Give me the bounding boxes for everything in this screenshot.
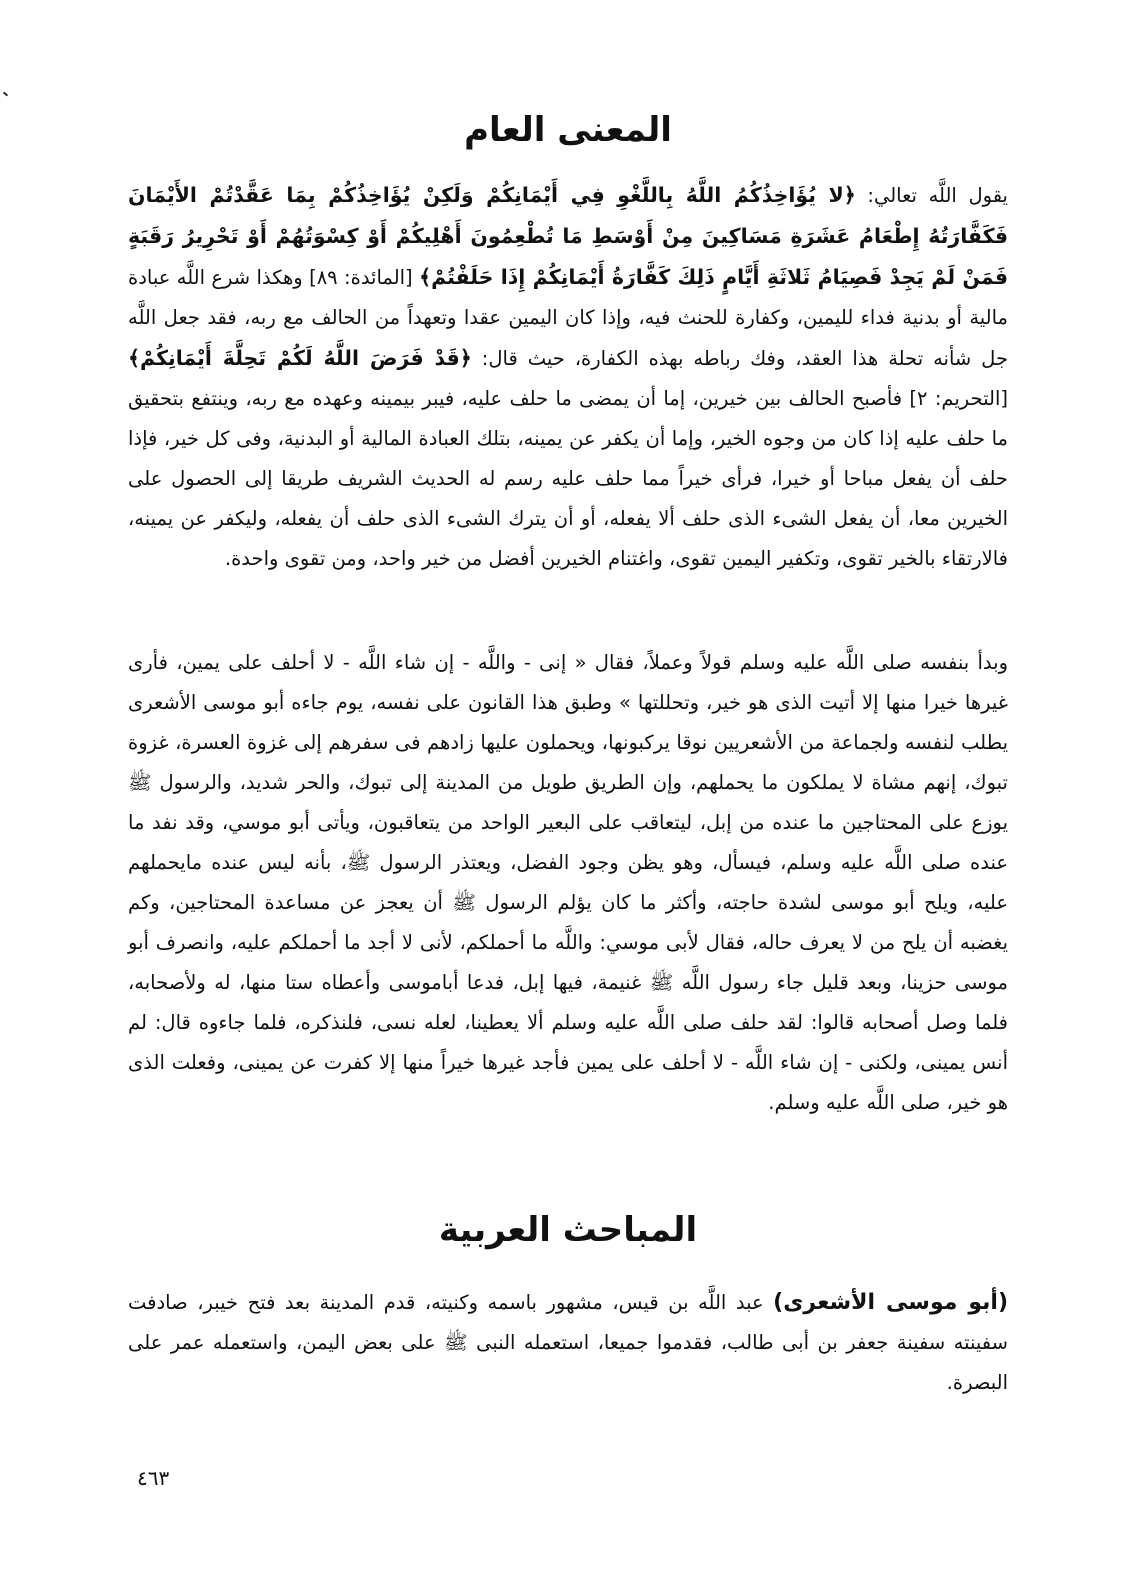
page-number: ٤٦٣ <box>137 1466 170 1490</box>
verse-reference-tahrim: [التحريم: ٢] <box>902 387 1009 410</box>
paragraph-text: وبدأ بنفسه صلى اللَّه عليه وسلم قولاً وعملاً، فقال « إنى - واللَّه - إن شاء اللَّه - لا أحلف على يمين، فأرى غيرها خيرا منها إلا أتيت الذى هو خير، وتحللتها » وطبق هذا القانون على نفسه، يوم جاءه أبو موسى الأشعرى يطلب لنفسه ولجماعة من الأشعريين نوقا يركبونها، ويحملون عليها زادهم فى سفرهم إلى غزوة العسرة، غزوة تبوك، إنهم مشاة لا يملكون ما يحملهم، وإن الطريق طويل من المدينة إلى تبوك، والحر شديد، والرسول ﷺ يوزع على المحتاجين ما عنده من إبل، ليتعاقب على البعير الواحد من يتعاقبون، ويأتى أبو موسي، وقد نفد ما عنده صلى اللَّه عليه وسلم، فيسأل، وهو يظن وجود الفضل، ويعتذر الرسول ﷺ، بأنه ليس عنده مايحملهم عليه، ويلح أبو موسى لشدة حاجته، وأكثر ما كان يؤلم الرسول ﷺ أن يعجز عن مساعدة المحتاجين، وكم يغضبه أن يلح من لا يعرف حاله، فقال لأبى موسي: واللَّه ما أحملكم، لأنى لا أجد ما أحملكم عليه، وانصرف أبو موسى حزينا، وبعد قليل جاء رسول اللَّه ﷺ غنيمة، فيها إبل، فدعا أباموسى وأعطاه ستا منها، له ولأصحابه، فلما وصل أصحابه قالوا: لقد حلف صلى اللَّه عليه وسلم ألا يعطينا، لعله نسى، فلنذكره، فلما جاءوه قال: لم أنس يمينى، ولكنى - إن شاء اللَّه - لا أحلف على يمين فأجد غيرها خيراً منها إلا كفرت عن يمينى، وفعلت الذى هو خير، صلى اللَّه عليه وسلم. <box>128 651 1008 1114</box>
bold-term-abu-musa: (أبو موسى الأشعرى) <box>773 1290 1009 1315</box>
paragraph-general-meaning-2 <box>128 643 1008 1123</box>
section-title-general-meaning: المعنى العام <box>464 110 672 150</box>
section-title-arabic-discussions: المباحث العربية <box>438 1210 698 1250</box>
scan-artifact <box>3 92 8 97</box>
paragraph-general-meaning-1 <box>128 175 1008 579</box>
paragraph-text: عبد اللَّه بن قيس، مشهور باسمه وكنيته، قدم المدينة بعد فتح خيبر، صادفت سفينته سفينة جعفر بن أبى طالب، فقدموا جميعا، استعمله النبى ﷺ على بعض اليمن، واستعمله عمر على البصرة. <box>128 1291 1008 1394</box>
quran-verse-tahrim-2: ﴿قَدْ فَرَضَ اللَّهُ لَكُمْ تَحِلَّةَ أَيْمَانِكُمْ﴾ <box>128 346 472 370</box>
quran-verse-maidah-89: ﴿لا يُؤَاخِذُكُمُ اللَّهُ بِاللَّغْوِ فِي أَيْمَانِكُمْ وَلَكِنْ يُؤَاخِذُكُمْ بِمَا عَقَّدْتُمْ الأَيْمَانَ فَكَفَّارَتُهُ إِطْعَامُ عَشَرَةِ مَسَاكِينَ مِنْ أَوْسَطِ مَا تُطْعِمُونَ أَهْلِيكُمْ أَوْ كِسْوَتُهُمْ أَوْ تَحْرِيرُ رَقَبَةٍ فَمَنْ لَمْ يَجِدْ فَصِيَامُ ثَلاثَةِ أَيَّامٍ ذَلِكَ كَفَّارَةُ أَيْمَانِكُمْ إِذَا حَلَفْتُمْ﴾ <box>128 183 1008 289</box>
paragraph-text: وهكذا شرع اللَّه عبادة مالية أو بدنية فداء لليمين، وكفارة للحنث فيه، وإذا كان اليمين عقدا وتعهداً من الحالف مع ربه، فقد جعل اللَّه جل شأنه تحلة هذا العقد، وفك رباطه بهذه الكفارة، حيث قال: <box>128 266 1009 370</box>
paragraph-text: فأصبح الحالف بين خيرين، إما أن يمضى ما حلف عليه، فيبر بيمينه وعهده مع ربه، وينتفع بتحقيق ما حلف عليه إذا كان من وجوه الخير، وإما أن يكفر عن يمينه، بتلك العبادة المالية أو البدنية، وفى كل خير، فإذا حلف أن يفعل مباحا أو خيرا، فرأى خيراً مما حلف عليه رسم له الحديث الشريف طريقا إلى الحصول على الخيرين معا، أن يفعل الشىء الذى حلف ألا يفعله، أو أن يترك الشىء الذى حلف أن يفعله، وليكفر عن يمينه، فالارتقاء بالخير تقوى، وتكفير اليمين تقوى، واغتنام الخيرين أفضل من خير واحد، ومن تقوى واحدة. <box>128 387 1008 570</box>
paragraph-intro: يقول اللَّه تعالي: <box>855 184 1008 207</box>
verse-reference-maidah: [المائدة: ٨٩] <box>302 266 420 289</box>
paragraph-arabic-discussions-1 <box>128 1283 1008 1403</box>
